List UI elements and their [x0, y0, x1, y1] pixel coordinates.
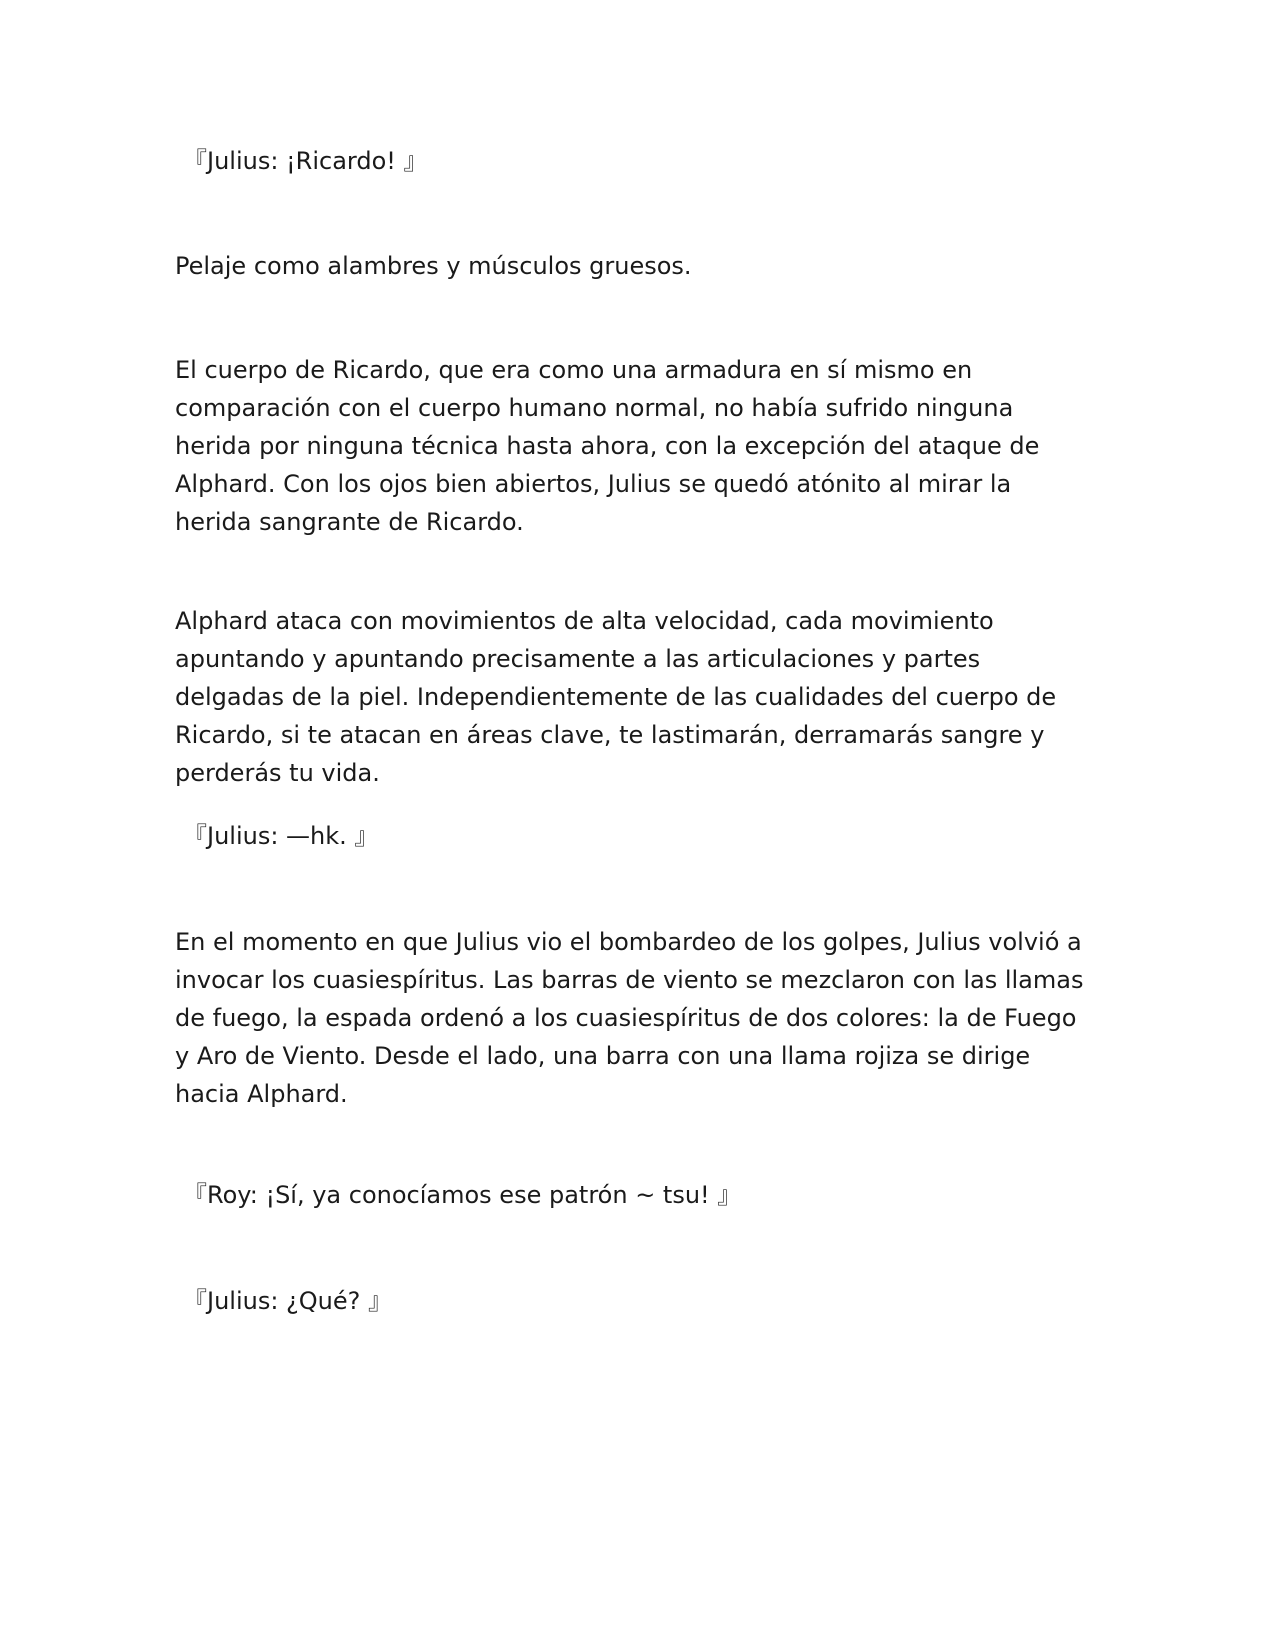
dialogue-julius-ricardo: 『Julius: ¡Ricardo! 』: [183, 147, 428, 175]
paragraph-cuerpo-ricardo: El cuerpo de Ricardo, que era como una armadura en sí mismo en comparación con el cuerpo humano normal, no había sufrido ninguna herida por ninguna técnica hasta ahora, con la excepción del ataque de Alphard. Con los ojos bien abiertos, Julius se quedó atónito al mirar la herida sangrante de Ricardo.: [175, 356, 1040, 536]
paragraph-pelaje: Pelaje como alambres y músculos gruesos.: [175, 252, 692, 280]
dialogue-julius-que: 『Julius: ¿Qué? 』: [183, 1287, 393, 1315]
paragraph-bombardeo: En el momento en que Julius vio el bombardeo de los golpes, Julius volvió a invocar los cuasiespíritus. Las barras de viento se mezclaron con las llamas de fuego, la espada ordenó a los cuasiespíritus de dos colores: la de Fuego y Aro de Viento. Desde el lado, una barra con una llama rojiza se dirige hacia Alphard.: [175, 928, 1084, 1108]
dialogue-roy: 『Roy: ¡Sí, ya conocíamos ese patrón ~ tsu! 』: [183, 1181, 742, 1209]
dialogue-julius-hk: 『Julius: —hk. 』: [183, 822, 379, 850]
paragraph-alphard-ataca: Alphard ataca con movimientos de alta velocidad, cada movimiento apuntando y apuntando precisamente a las articulaciones y partes delgadas de la piel. Independientemente de las cualidades del cuerpo de Ricardo, si te atacan en áreas clave, te lastimarán, derramarás sangre y perderás tu vida.: [175, 607, 1057, 787]
